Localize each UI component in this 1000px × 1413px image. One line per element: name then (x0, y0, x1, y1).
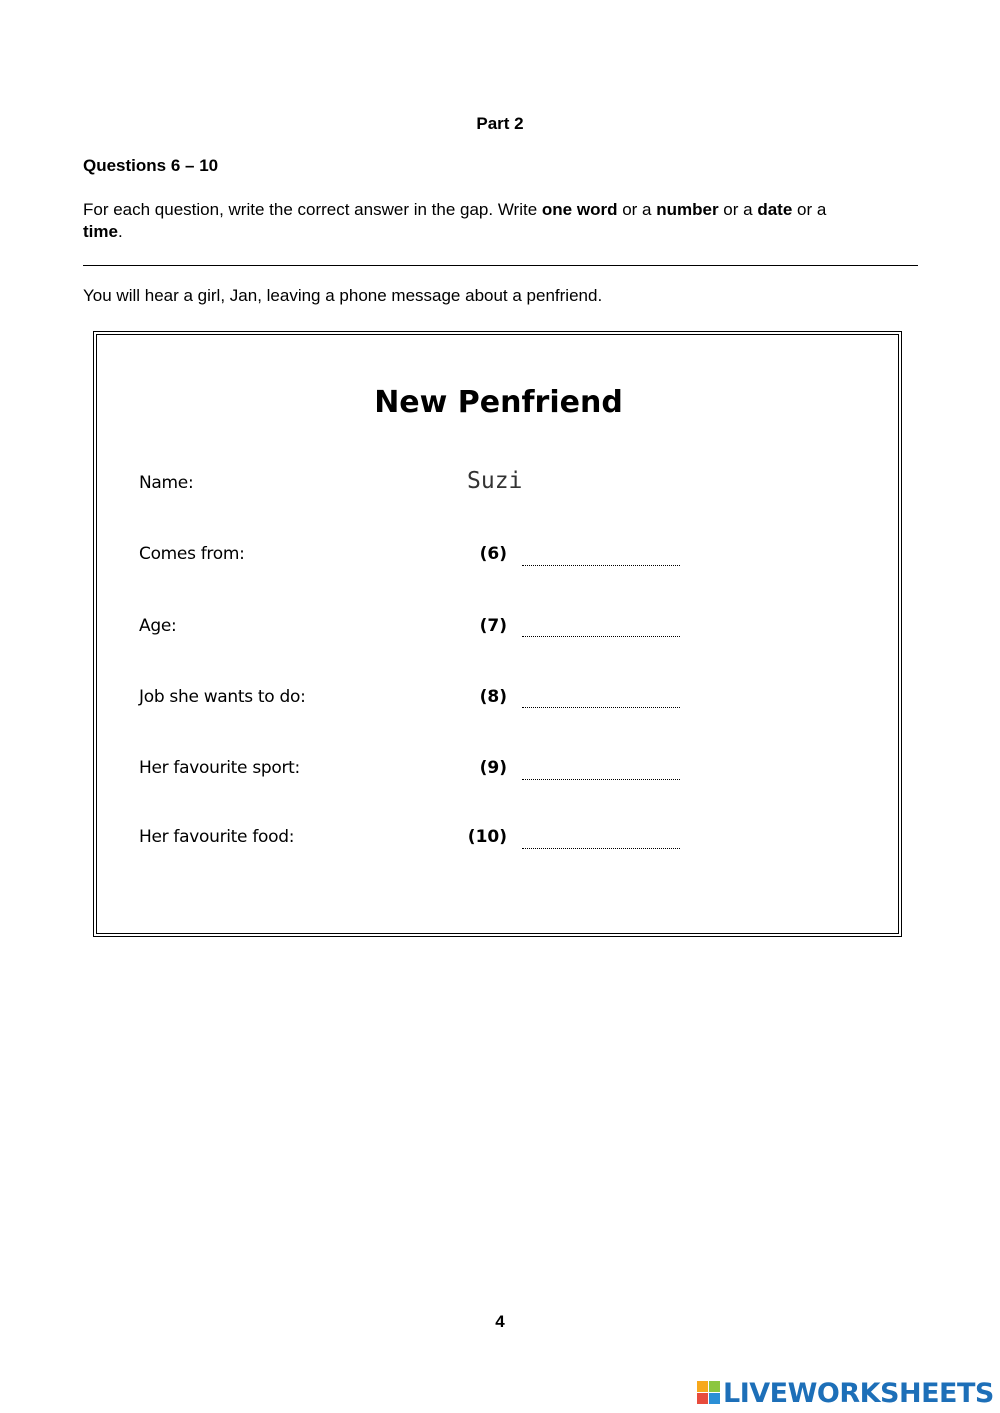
instructions (83, 199, 913, 243)
instructions-text-4: or a (792, 200, 827, 219)
watermark-text: LIVEWORKSHEETS (723, 1377, 994, 1409)
divider (83, 265, 918, 266)
logo-square-4 (709, 1393, 720, 1404)
question-number-8: (8) (479, 687, 507, 707)
page-number: 4 (495, 1312, 505, 1331)
instructions-bold-date: date (757, 200, 793, 219)
question-number-10: (10) (467, 827, 507, 847)
field-value-name: Suzi (467, 468, 523, 494)
logo-square-1 (697, 1381, 708, 1392)
answer-gap-9[interactable] (522, 779, 680, 780)
answer-gap-7[interactable] (522, 636, 680, 637)
instructions-text-2: or a (617, 200, 657, 219)
instructions-bold-time: time (83, 222, 118, 241)
field-label-food: Her favourite food: (139, 827, 295, 847)
field-label-sport: Her favourite sport: (139, 758, 300, 778)
part-title: Part 2 (476, 114, 524, 133)
question-number-9: (9) (479, 758, 507, 778)
instructions-text-3: or a (718, 200, 758, 219)
instructions-text-1: For each question, write the correct answer in the gap. Write (83, 200, 542, 219)
answer-gap-10[interactable] (522, 848, 680, 849)
answer-gap-8[interactable] (522, 707, 680, 708)
field-label-job: Job she wants to do: (139, 687, 306, 707)
liveworksheets-watermark (697, 1376, 994, 1410)
answer-gap-6[interactable] (522, 565, 680, 566)
context-text: You will hear a girl, Jan, leaving a phone message about a penfriend. (83, 286, 603, 305)
instructions-bold-one-word: one word (541, 200, 618, 219)
question-number-7: (7) (479, 616, 507, 636)
liveworksheets-logo-icon (697, 1381, 721, 1405)
form-inner-border (96, 334, 899, 934)
logo-square-3 (697, 1393, 708, 1404)
penfriend-form (93, 331, 902, 937)
field-label-comes-from: Comes from: (139, 544, 245, 564)
field-label-name: Name: (139, 473, 194, 493)
instructions-bold-number: number (656, 200, 719, 219)
question-number-6: (6) (479, 544, 507, 564)
questions-heading: Questions 6 – 10 (83, 156, 219, 175)
field-label-age: Age: (139, 616, 177, 636)
form-title: New Penfriend (374, 385, 623, 420)
logo-square-2 (709, 1381, 720, 1392)
instructions-text-5: . (117, 222, 123, 241)
